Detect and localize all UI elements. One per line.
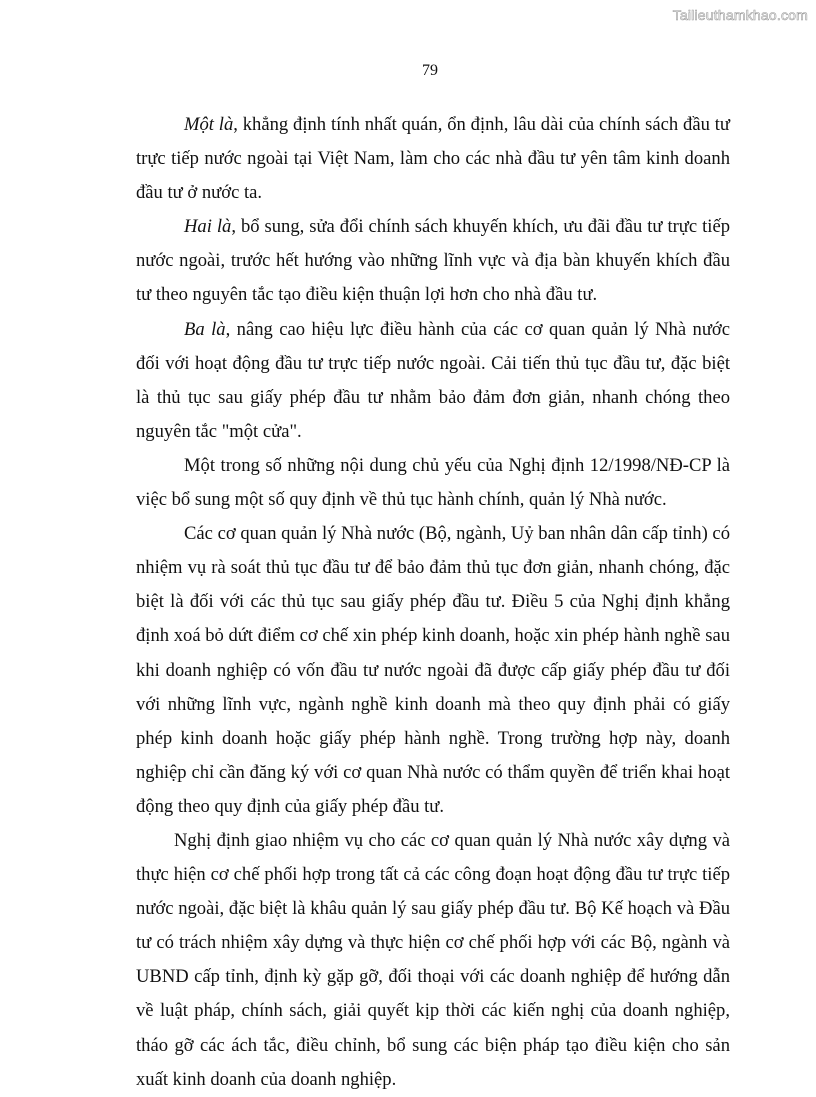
paragraph-lead: Hai là xyxy=(184,216,232,238)
paragraph-text: , khẳng định tính nhất quán, ổn định, lâu dài của chính sách đầu tư trực tiếp nước ngoài tại Việt Nam, làm cho các nhà đầu tư yên tâm kinh doanh đầu tư ở nước ta. xyxy=(136,114,730,204)
paragraph-5 xyxy=(136,517,730,824)
document-body xyxy=(136,108,730,1097)
paragraph-lead: Ba là xyxy=(184,318,226,340)
paragraph-3 xyxy=(136,313,730,449)
paragraph-1 xyxy=(136,108,730,210)
paragraph-4 xyxy=(136,449,730,517)
watermark: Tailieuthamkhao.com xyxy=(672,7,808,23)
paragraph-lead: Một là xyxy=(184,114,234,135)
paragraph-text: Các cơ quan quản lý Nhà nước (Bộ, ngành, Uỷ ban nhân dân cấp tỉnh) có nhiệm vụ rà soát thủ tục đầu tư để bảo đảm thủ tục đơn giản, nhanh chóng, đặc biệt là đối với các thủ tục sau giấy phép đầu tư. Điều 5 của Nghị định khẳng định xoá bỏ dứt điểm cơ chế xin phép kinh doanh, hoặc xin phép hành nghề sau khi doanh nghiệp có vốn đầu tư nước ngoài đã được cấp giấy phép đầu tư đối với những lĩnh vực, ngành nghề kinh doanh mà theo quy định phải có giấy phép kinh doanh hoặc giấy phép hành nghề. Trong trường hợp này, doanh nghiệp chỉ cần đăng ký với cơ quan Nhà nước có thẩm quyền để triển khai hoạt động theo quy định của giấy phép đầu tư. xyxy=(136,523,730,817)
page-number: 79 xyxy=(422,62,438,79)
paragraph-text: , bổ sung, sửa đổi chính sách khuyến khích, ưu đãi đầu tư trực tiếp nước ngoài, trước hết hướng vào những lĩnh vực và địa bàn khuyến khích đầu tư theo nguyên tắc tạo điều kiện thuận lợi hơn cho nhà đầu tư. xyxy=(136,216,730,306)
paragraph-text: Nghị định giao nhiệm vụ cho các cơ quan quản lý Nhà nước xây dựng và thực hiện cơ chế phối hợp trong tất cả các công đoạn hoạt động đầu tư trực tiếp nước ngoài, đặc biệt là khâu quản lý sau giấy phép đầu tư. Bộ Kế hoạch và Đầu tư có trách nhiệm xây dựng và thực hiện cơ chế phối hợp với các Bộ, ngành và UBND cấp tỉnh, định kỳ gặp gỡ, đối thoại với các doanh nghiệp để hướng dẫn về luật pháp, chính sách, giải quyết kịp thời các kiến nghị của doanh nghiệp, tháo gỡ các ách tắc, điều chỉnh, bổ sung các biện pháp tạo điều kiện cho sản xuất kinh doanh của doanh nghiệp. xyxy=(136,829,730,1090)
paragraph-text: , nâng cao hiệu lực điều hành của các cơ quan quản lý Nhà nước đối với hoạt động đầu tư trực tiếp nước ngoài. Cải tiến thủ tục đầu tư, đặc biệt là thủ tục sau giấy phép đầu tư nhằm bảo đảm đơn giản, nhanh chóng theo nguyên tắc "một cửa". xyxy=(136,318,730,442)
paragraph-text: Một trong số những nội dung chủ yếu của Nghị định 12/1998/NĐ-CP là việc bổ sung một số quy định về thủ tục hành chính, quản lý Nhà nước. xyxy=(136,454,730,511)
paragraph-2 xyxy=(136,210,730,312)
